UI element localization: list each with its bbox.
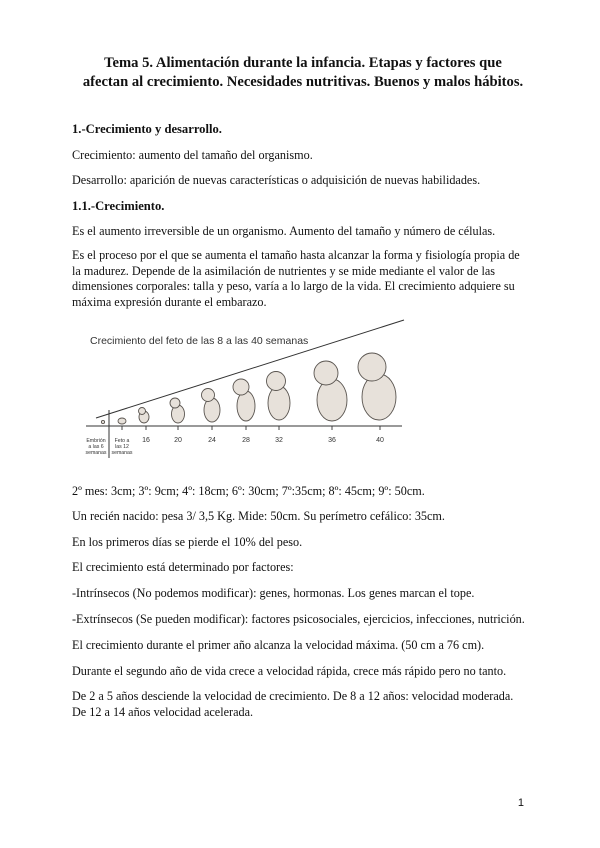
week-label-36: 36 [328, 437, 336, 444]
label-embrion-line1: Embrión [86, 438, 106, 444]
fetus-40-weeks [362, 374, 396, 420]
paragraph-desarrollo-definicion: Desarrollo: aparición de nuevas características o adquisición de nuevas habilidades. [72, 173, 481, 187]
fetus-28-weeks-head [233, 379, 249, 395]
paragraph-medidas: 2º mes: 3cm; 3º: 9cm; 4º: 18cm; 6º: 30cm; 7º:35cm; 8º: 45cm; 9º: 50cm. [72, 484, 425, 498]
paragraph-velocidad: De 2 a 5 años desciende la velocidad de crecimiento. De 8 a 12 años: velocidad moderada. De 12 a 14 años velocidad acelerada. [72, 689, 514, 719]
page-number: 1 [517, 797, 524, 809]
week-label-32: 32 [275, 437, 283, 444]
paragraph-intrinsecos: -Intrínsecos (No podemos modificar): genes, hormonas. Los genes marcan el tope. [72, 586, 475, 600]
fetus-40-weeks-head [358, 353, 386, 381]
paragraph-extrinsecos: -Extrínsecos (Se pueden modificar): factores psicosociales, ejercicios, infecciones, nutrición. [72, 612, 525, 626]
fetus-36-weeks-head [314, 361, 338, 385]
figure-title: Crecimiento del feto de las 8 a las 40 semanas [90, 335, 309, 347]
week-label-24: 24 [208, 437, 216, 444]
label-embrion-line2: a las 6 [88, 444, 104, 450]
label-feto-line3: semanas [111, 450, 133, 456]
label-embrion-line3: semanas [85, 450, 107, 456]
week-ticks [122, 426, 380, 430]
paragraph-aumento: Es el aumento irreversible de un organismo. Aumento del tamaño y número de células. [72, 224, 496, 238]
fetus-32-weeks-head [267, 372, 286, 391]
fetal-growth-illustration [82, 318, 408, 470]
paragraph-primer-ano: El crecimiento durante el primer año alcanza la velocidad máxima. (50 cm a 76 cm). [72, 638, 485, 652]
fetus-28-weeks [237, 391, 255, 421]
fetus-shapes [101, 353, 396, 424]
fetus-24-weeks-head [202, 389, 215, 402]
document-title: Tema 5. Alimentación durante la infancia. Etapas y factores que afectan al crecimiento. Necesidades nutritivas. Buenos y malos hábitos. [82, 55, 524, 90]
fetus-20-weeks-head [170, 398, 180, 408]
week-label-28: 28 [242, 437, 250, 444]
paragraph-crecimiento-definicion: Crecimiento: aumento del tamaño del organismo. [72, 148, 313, 162]
paragraph-factores: El crecimiento está determinado por factores: [72, 560, 294, 574]
fetus-16-weeks-head [139, 408, 146, 415]
week-label-16: 16 [142, 437, 150, 444]
section-heading-crecimiento-desarrollo: 1.-Crecimiento y desarrollo. [72, 122, 222, 136]
section-heading-crecimiento: 1.1.-Crecimiento. [72, 199, 165, 213]
fetus-36-weeks [317, 379, 347, 421]
week-label-40: 40 [376, 437, 384, 444]
paragraph-proceso: Es el proceso por el que se aumenta el tamaño hasta alcanzar la forma y fisiología propia de la madurez. Depende de la asimilación de nutrientes y se mide mediante el valor de las dimensiones corporales: talla y peso, varía a lo largo de la vida. El crecimiento adquiere su máxima expresión durante el embarazo. [72, 248, 520, 309]
paragraph-segundo-ano: Durante el segundo año de vida crece a velocidad rápida, crece más rápido pero no tanto. [72, 664, 507, 678]
paragraph-primeros-dias: En los primeros días se pierde el 10% del peso. [72, 535, 303, 549]
fetus-12-weeks [118, 418, 126, 424]
paragraph-recien-nacido: Un recién nacido: pesa 3/ 3,5 Kg. Mide: 50cm. Su perímetro cefálico: 35cm. [72, 509, 445, 523]
fetus-32-weeks [268, 386, 290, 420]
week-label-20: 20 [174, 437, 182, 444]
fetal-growth-figure [82, 318, 408, 470]
label-feto-line2: las 12 [115, 444, 129, 450]
embryo-6-weeks [101, 420, 104, 423]
label-feto-line1: Feto a [114, 438, 130, 444]
